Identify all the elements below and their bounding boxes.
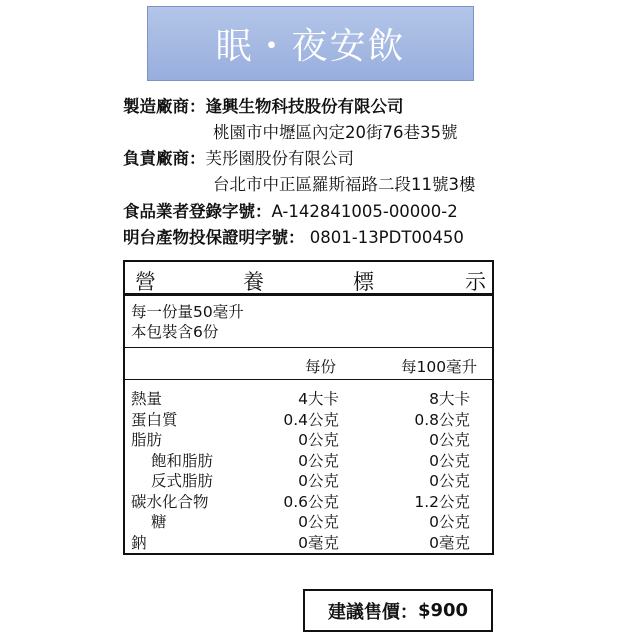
nutrient-row [125,428,492,449]
nutrient-name: 反式脂肪 [151,472,214,490]
nutrition-facts-table [123,260,494,555]
nutrient-per-serving: 0.6公克 [283,492,339,511]
food-registration-label: 食品業者登錄字號： [123,202,272,221]
responsible-line [123,148,354,170]
food-registration-line [123,201,458,223]
nutrient-row [125,449,492,470]
nutrient-per-100ml: 0公克 [429,451,470,470]
nutrient-name: 鈉 [131,533,147,552]
nutrient-row [125,469,492,490]
nutrient-per-serving: 0.4公克 [283,410,339,429]
nutrient-per-serving: 4大卡 [298,390,339,408]
nutrient-per-100ml: 8大卡 [429,390,470,408]
certificate-line [123,227,464,249]
nutrient-row [125,490,492,511]
certificate-value: 0801-13PDT00450 [304,228,464,247]
servings-per-pack: 本包裝含6份 [131,323,219,341]
nutrition-heading-char: 營 [135,270,156,294]
manufacturer-address: 桃園市中壢區內定20街76巷35號 [213,123,458,142]
nutrient-per-serving: 0公克 [298,431,339,449]
nutrient-per-100ml: 0.8公克 [414,410,470,429]
nutrient-name: 糖 [151,513,167,531]
manufacturer-line [123,96,404,118]
nutrient-per-100ml: 0公克 [429,472,470,490]
nutrient-row [125,531,492,552]
nutrient-name: 飽和脂肪 [151,451,214,470]
divider [125,379,492,380]
manufacturer-label: 製造廠商： [123,97,206,116]
nutrient-name: 碳水化合物 [131,492,209,511]
nutrient-per-serving: 0公克 [298,513,339,531]
nutrient-row [125,408,492,429]
nutrient-name: 蛋白質 [131,410,178,429]
nutrition-heading [125,262,492,296]
responsible-name: 芙彤園股份有限公司 [205,149,354,168]
nutrient-per-100ml: 0毫克 [429,533,470,552]
nutrient-row [125,387,492,408]
nutrient-name: 熱量 [131,390,163,408]
nutrient-name: 脂肪 [131,431,163,449]
product-title-banner [147,6,474,81]
nutrient-per-serving: 0公克 [298,451,339,470]
nutrition-heading-char: 標 [353,270,374,294]
serving-size: 每一份量50毫升 [131,303,244,321]
certificate-label: 明台產物投保證明字號： [123,228,305,247]
responsible-label: 負責廠商： [123,149,206,168]
nutrient-per-100ml: 1.2公克 [414,492,470,511]
manufacturer-name: 逢興生物科技股份有限公司 [205,97,404,116]
price-label: 建議售價： [327,601,418,623]
price-box [303,589,493,632]
divider [125,347,492,348]
nutrition-heading-char: 養 [243,270,264,294]
food-registration-value: A-142841005-00000-2 [271,202,458,221]
serving-info [131,302,244,342]
nutrient-rows [125,387,492,551]
product-title: 眠・夜安飲 [215,26,406,67]
responsible-address: 台北市中正區羅斯福路二段11號3樓 [213,175,476,194]
col-per-100ml: 每100毫升 [401,358,478,376]
nutrient-per-serving: 0毫克 [298,533,339,552]
nutrient-row [125,510,492,531]
nutrition-heading-char: 示 [465,270,486,294]
nutrient-per-100ml: 0公克 [429,431,470,449]
col-per-serving: 每份 [305,358,337,376]
nutrient-per-100ml: 0公克 [429,513,470,531]
price-value: $900 [417,600,469,621]
nutrient-per-serving: 0公克 [298,472,339,490]
